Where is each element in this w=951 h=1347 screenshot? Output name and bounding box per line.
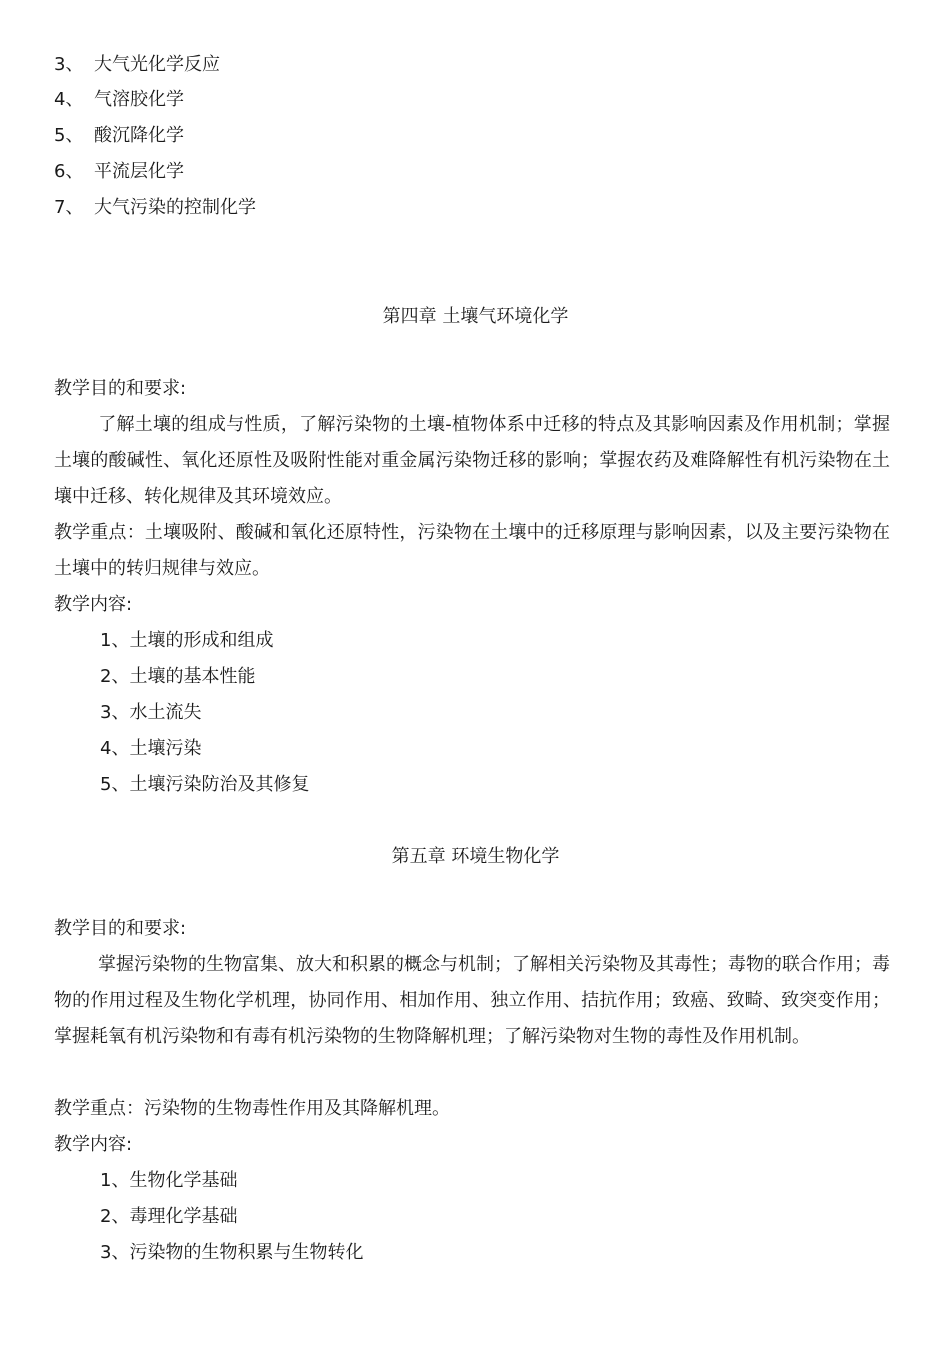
ch4-content-label: 教学内容: [54,594,133,615]
ch4-objectives-text: 了解土壤的组成与性质，了解污染物的土壤-植物体系中迁移的特点及其影响因素及作用机制；掌握土壤的酸碱性、氧化还原性及吸附性能对重金属污染物迁移的影响；掌握农药及难降解性有机污染物在土壤中迁移、转化规律及其环境效应。 [54,414,890,507]
list-text: 大气污染的控制化学 [94,197,256,218]
ch3-list-item [54,53,220,77]
chapter-4-title: 第四章 土壤气环境化学 [382,306,569,327]
ch4-focus-paragraph [54,515,890,587]
ch3-list-item [54,88,184,112]
list-number: 4、 [54,89,84,110]
list-text: 酸沉降化学 [94,125,184,146]
ch5-content-label: 教学内容: [54,1134,133,1155]
ch5-objectives-paragraph [54,947,890,1055]
chapter-5-title: 第五章 环境生物化学 [391,846,560,867]
ch5-content-item: 2、毒理化学基础 [100,1206,238,1227]
ch4-objectives-paragraph [54,407,890,515]
ch3-list-item [54,160,184,184]
ch4-content-item: 5、土壤污染防治及其修复 [100,774,310,795]
ch4-focus-text: 教学重点：土壤吸附、酸碱和氧化还原特性，污染物在土壤中的迁移原理与影响因素，以及主要污染物在土壤中的转归规律与效应。 [54,522,890,579]
ch5-content-item: 3、污染物的生物积累与生物转化 [100,1242,364,1263]
ch4-objectives-label: 教学目的和要求: [54,378,187,399]
list-number: 3、 [54,54,84,75]
ch5-objectives-label: 教学目的和要求: [54,918,187,939]
ch3-list-item [54,124,184,148]
list-number: 5、 [54,125,84,146]
list-text: 平流层化学 [94,161,184,182]
list-number: 7、 [54,197,84,218]
list-text: 大气光化学反应 [94,54,220,75]
ch4-content-item: 4、土壤污染 [100,738,202,759]
ch5-focus: 教学重点：污染物的生物毒性作用及其降解机理。 [54,1098,450,1119]
ch5-content-item: 1、生物化学基础 [100,1170,238,1191]
list-number: 6、 [54,161,84,182]
ch4-content-item: 3、水土流失 [100,702,202,723]
ch5-objectives-text: 掌握污染物的生物富集、放大和积累的概念与机制；了解相关污染物及其毒性；毒物的联合作用；毒物的作用过程及生物化学机理，协同作用、相加作用、独立作用、拮抗作用；致癌、致畸、致突变作用；掌握耗氧有机污染物和有毒有机污染物的生物降解机理；了解污染物对生物的毒性及作用机制。 [54,954,890,1047]
ch3-list-item [54,196,256,220]
ch4-content-item: 1、土壤的形成和组成 [100,630,274,651]
ch4-content-item: 2、土壤的基本性能 [100,666,256,687]
list-text: 气溶胶化学 [94,89,184,110]
